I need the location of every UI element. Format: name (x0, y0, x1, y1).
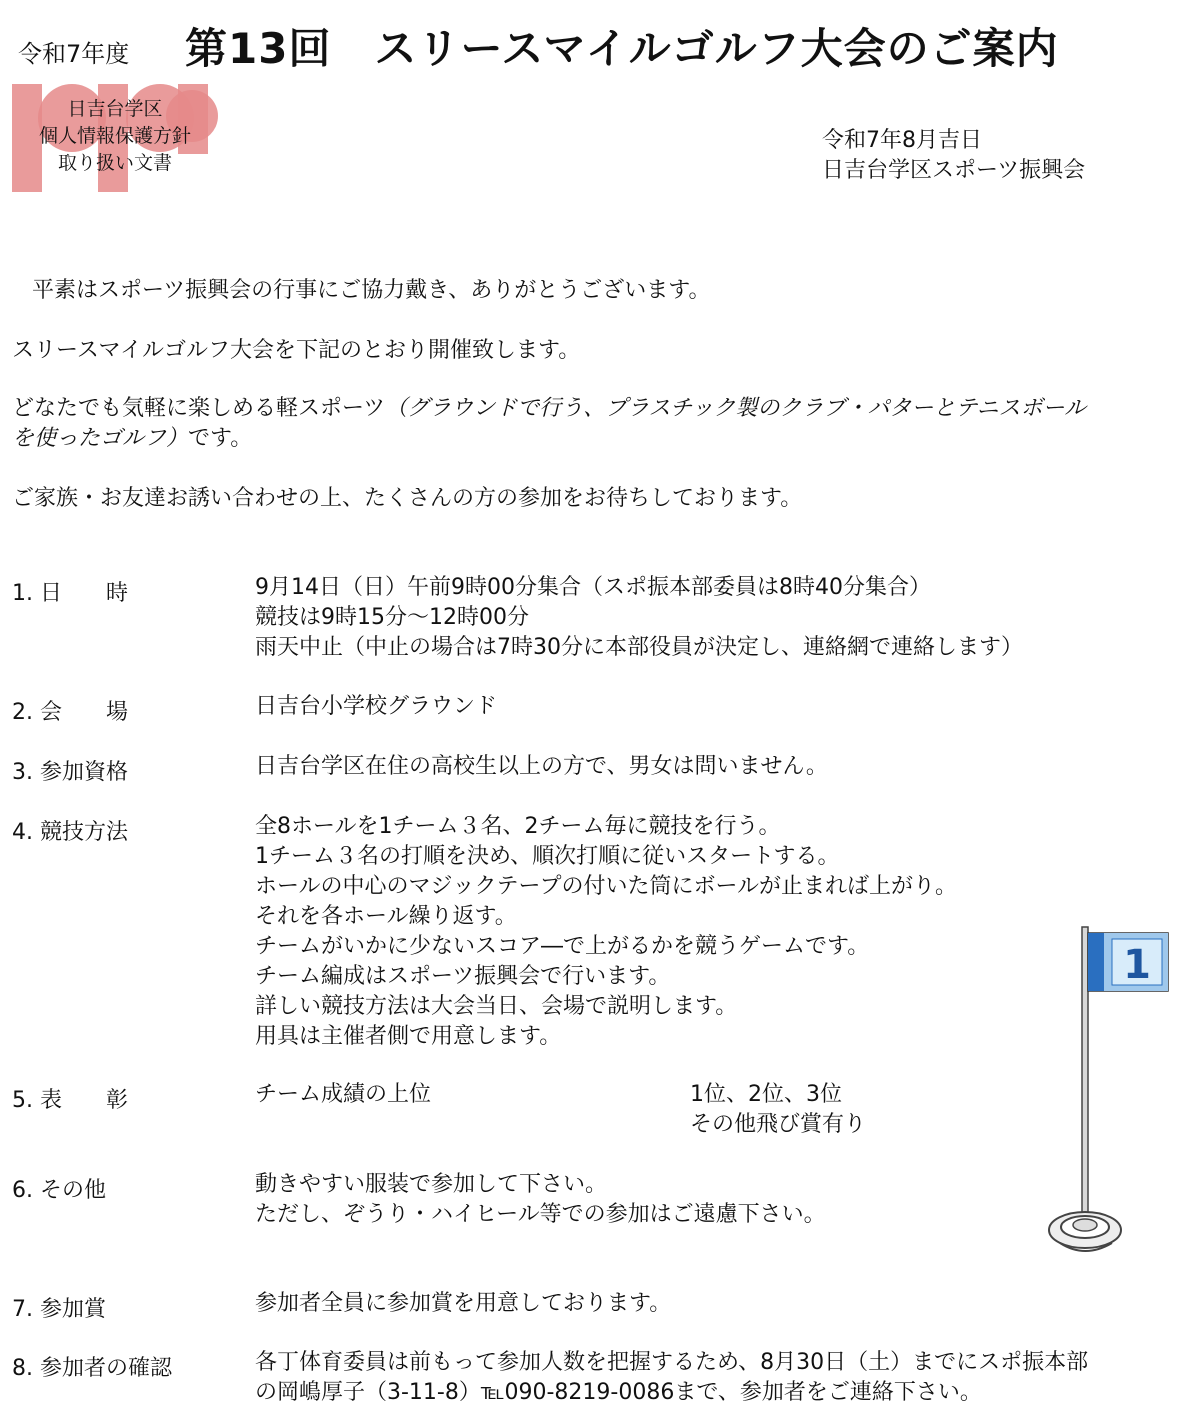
intro-paragraph-3 (12, 394, 1182, 454)
item-label-awards: 5. 表 彰 (12, 1088, 128, 1113)
item-line: チーム編成はスポーツ振興会で行います。 (255, 964, 671, 989)
intro-p3-italic-1: （グラウンドで行う、プラスチック製のクラブ・パターとテニスボール (385, 396, 1087, 421)
item-line: 全8ホールを1チーム３名、2チーム毎に競技を行う。 (255, 814, 781, 839)
item-label-confirmation: 8. 参加者の確認 (12, 1356, 172, 1381)
item-awards-ranks (690, 1080, 866, 1140)
item-line: それを各ホール繰り返す。 (255, 904, 517, 929)
item-line: ただし、ぞうり・ハイヒール等での参加はご遠慮下さい。 (255, 1202, 826, 1227)
item-line: 各丁体育委員は前もって参加人数を把握するため、8月30日（土）までにスポ振本部 (255, 1350, 1089, 1375)
item-line: その他飛び賞有り (690, 1112, 867, 1137)
item-line: 1位、2位、3位 (690, 1082, 842, 1107)
intro-paragraph-2: スリースマイルゴルフ大会を下記のとおり開催致します。 (12, 338, 581, 363)
item-label-venue: 2. 会 場 (12, 700, 128, 725)
intro-paragraph-4: ご家族・お友達お誘い合わせの上、たくさんの方の参加をお待ちしております。 (12, 486, 803, 511)
flag-icon (1040, 925, 1180, 1270)
stamp-line: 個人情報保護方針 (38, 125, 191, 147)
stamp-line: 取り扱い文書 (57, 152, 172, 174)
intro-p3-italic-2: を使ったゴルフ） (12, 426, 189, 451)
item-line: 1チーム３名の打順を決め、順次打順に従いスタートする。 (255, 844, 840, 869)
item-body-method (255, 812, 957, 1052)
item-label-datetime: 1. 日 時 (12, 581, 128, 606)
item-label-method: 4. 競技方法 (12, 820, 128, 845)
item-body-venue (255, 692, 497, 722)
item-line: 競技は9時15分～12時00分 (255, 605, 529, 630)
item-line: 9月14日（日）午前9時00分集合（スポ振本部委員は8時40分集合） (255, 575, 931, 600)
item-line: チーム成績の上位 (255, 1082, 432, 1107)
item-label-other: 6. その他 (12, 1178, 106, 1203)
item-line: ホールの中心のマジックテープの付いた筒にボールが止まれば上がり。 (255, 874, 958, 899)
item-body-datetime (255, 573, 1023, 663)
item-body-other (255, 1170, 826, 1230)
issue-date: 令和7年8月吉日 (822, 128, 982, 153)
intro-p3-suffix: です。 (188, 426, 253, 451)
item-line: 動きやすい服装で参加して下さい。 (255, 1172, 608, 1197)
item-line: 用具は主催者側で用意します。 (255, 1024, 562, 1049)
item-line: 雨天中止（中止の場合は7時30分に本部役員が決定し、連絡網で連絡します） (255, 635, 1023, 660)
item-label-prize: 7. 参加賞 (12, 1297, 106, 1322)
privacy-stamp (10, 80, 210, 195)
flag-number: 1 (1123, 942, 1151, 988)
item-body-prize (255, 1289, 671, 1319)
item-label-eligibility: 3. 参加資格 (12, 760, 128, 785)
item-body-eligibility (255, 752, 828, 782)
item-body-confirmation (255, 1348, 1088, 1408)
intro-p3-prefix: どなたでも気軽に楽しめる軽スポーツ (12, 396, 386, 421)
item-body-awards (255, 1080, 431, 1110)
item-line: 日吉台学区在住の高校生以上の方で、男女は問いません。 (255, 754, 828, 779)
fiscal-year: 令和7年度 (18, 40, 130, 68)
item-line: 参加者全員に参加賞を用意しております。 (255, 1291, 672, 1316)
intro-paragraph-1: 平素はスポーツ振興会の行事にご協力戴き、ありがとうございます。 (32, 278, 711, 303)
item-line: チームがいかに少ないスコア―で上がるかを競うゲームです。 (255, 934, 870, 959)
golf-flag-illustration (1040, 925, 1180, 1270)
issue-block (822, 126, 1085, 186)
item-line: 詳しい競技方法は大会当日、会場で説明します。 (255, 994, 738, 1019)
item-line: の岡嶋厚子（3-11-8）℡090-8219-0086まで、参加者をご連絡下さい。 (255, 1380, 982, 1405)
page-title: 第13回 スリースマイルゴルフ大会のご案内 (185, 24, 1059, 73)
item-line: 日吉台小学校グラウンド (255, 694, 498, 719)
stamp-line: 日吉台学区 (67, 98, 163, 120)
issuer: 日吉台学区スポーツ振興会 (822, 158, 1086, 183)
